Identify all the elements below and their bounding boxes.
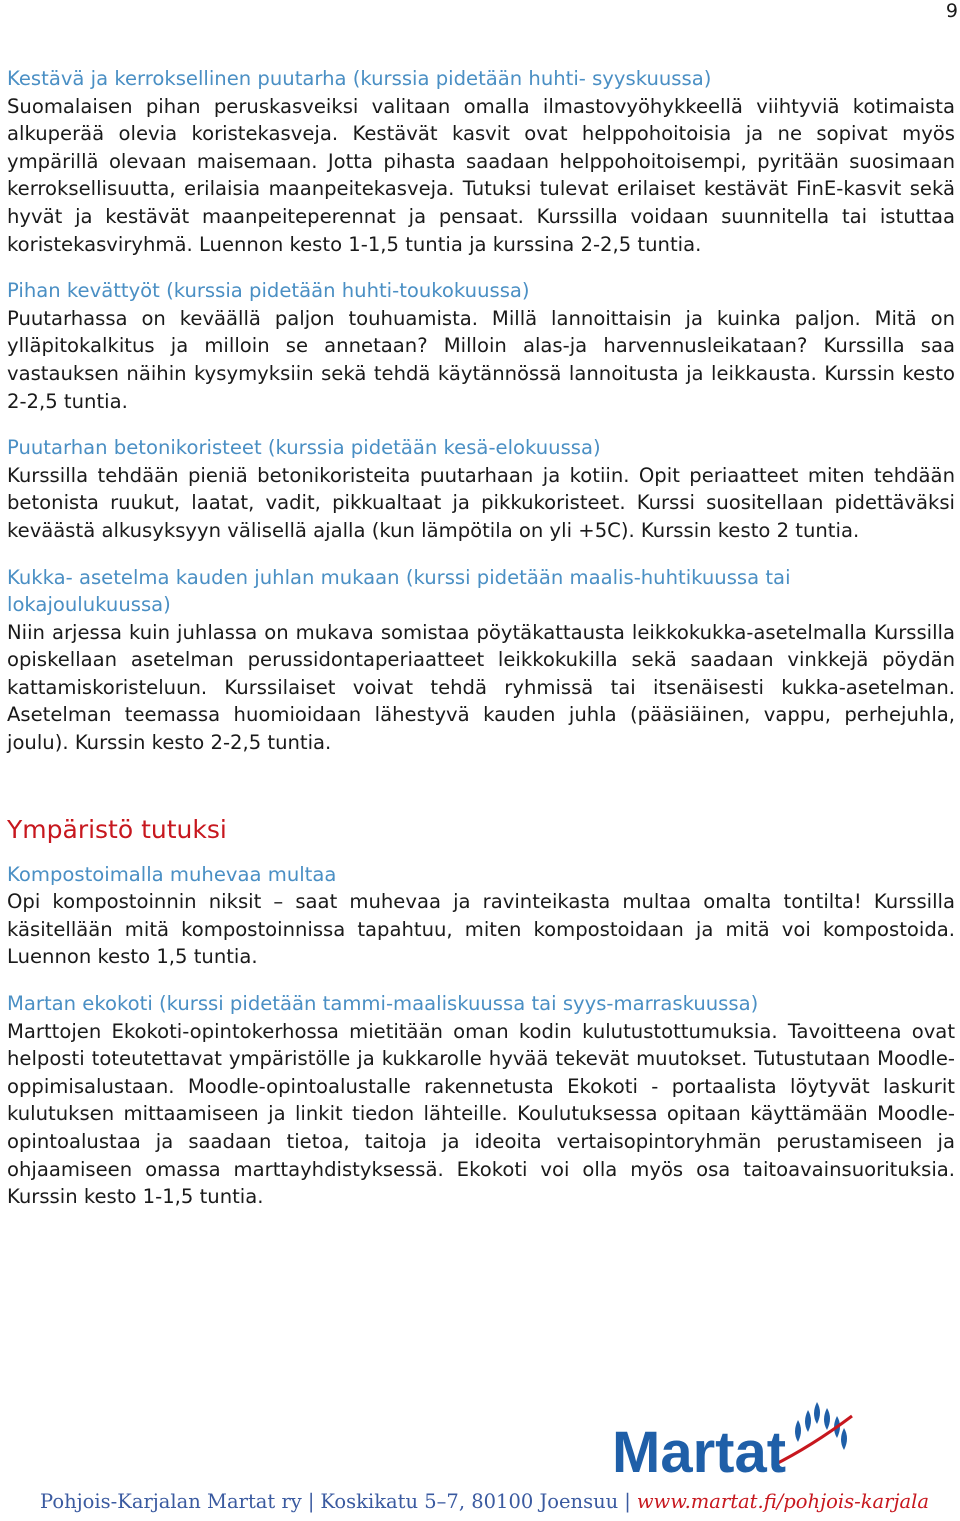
course-section xyxy=(7,990,955,1211)
course-description: Niin arjessa kuin juhlassa on mukava somistaa pöytäkattausta leikkokukka-asetelmalla Kurssilla opiskellaan asetelman perussidontaperiaatteet leikkokukilla sekä saadaan vinkkejä pöydän kattamiskoristeluun. Kurssilaiset voivat tehdä ryhmissä tai itsenäisesti kukka-asetelman. Asetelman teemassa huomioidaan lähestyvä kauden juhla (pääsiäinen, vappu, perhejuhla, joulu). Kurssin kesto 2-2,5 tuntia. xyxy=(7,620,955,755)
course-section xyxy=(7,65,955,258)
course-section xyxy=(7,861,955,971)
footer-organization: Pohjois-Karjalan Martat ry xyxy=(40,1490,302,1513)
course-heading: Pihan kevättyöt (kurssia pidetään huhti-toukokuussa) xyxy=(7,279,530,303)
course-section xyxy=(7,277,955,415)
course-heading: Kestävä ja kerroksellinen puutarha (kurssia pidetään huhti- syyskuussa) xyxy=(7,67,712,90)
course-heading: Kompostoimalla muhevaa multaa xyxy=(7,862,337,886)
page-number: 9 xyxy=(945,0,958,22)
course-heading: Puutarhan betonikoristeet (kurssia pidetään kesä-elokuussa) xyxy=(7,436,601,460)
course-description: Marttojen Ekokoti-opintokerhossa mietitään oman kodin kulutustottumuksia. Tavoitteena ovat helposti toteutettavat ympäristölle ja kukkarolle hyvää tekevät muutokset. Tutustutaan Moodle-oppimisalustaan. Moodle-opintoalustalle rakennetusta Ekokoti - portaalista löytyvät laskurit kulutuksen mittaamiseen ja linkit tiedon lähteille. Koulutuksessa opitaan käyttämään Moodle-opintoalustaa ja saadaan tietoa, taitoja ja ideoita vertaisopintoryhmän perustamiseen ja ohjaamiseen omassa marttayhdistyksessä. Ekokoti voi olla myös osa taitoavainsuorituksia. Kurssin kesto 1-1,5 tuntia. xyxy=(7,1019,955,1209)
logo-wordmark: Martat xyxy=(612,1420,787,1485)
course-heading: Kukka- asetelma kauden juhlan mukaan (kurssi pidetään maalis-huhtikuussa tai lokajoulukuussa) xyxy=(7,565,791,617)
category-heading: Ympäristö tutuksi xyxy=(7,814,227,844)
martat-logo xyxy=(612,1396,862,1488)
course-description: Kurssilla tehdään pieniä betonikoristeita puutarhaan ja kotiin. Opit periaatteet miten tehdään betonista ruukut, laatat, vadit, pikkualtaat ja pikkukoristeet. Kurssi suositellaan pidettäväksi keväästä alkusyksyyn välisellä ajalla (kun lämpötila on yli +5C). Kurssin kesto 2 tuntia. xyxy=(7,463,955,542)
course-description: Suomalaisen pihan peruskasveiksi valitaan omalla ilmastovyöhykkeellä viihtyviä kotimaista alkuperää olevia koristekasveja. Kestävät kasvit ovat helppohoitoisia ja ne sopivat myös ympärillä olevaan maisemaan. Jotta pihasta saadaan helppohoitoisempi, pyritään suosimaan kerroksellisuutta, erilaisia maanpeitekasveja. Tutuksi tulevat erilaiset kestävät FinE-kasvit sekä hyvät ja kestävät maanpeiteperennat ja pensaat. Kurssilla voidaan suunnitella tai istuttaa koristekasviryhmä. Luennon kesto 1-1,5 tuntia ja kurssina 2-2,5 tuntia. xyxy=(7,94,955,256)
footer-address: Koskikatu 5–7, 80100 Joensuu xyxy=(320,1490,619,1513)
course-section xyxy=(7,564,955,757)
footer-website-link[interactable]: www.martat.fi/pohjois-karjala xyxy=(636,1490,929,1513)
course-description: Opi kompostoinnin niksit – saat muhevaa ja ravinteikasta multaa omalta tontilta! Kurssilla käsitellään mitä kompostoinnissa tapahtuu, miten kompostoidaan ja mitä voi kompostoida. Luennon kesto 1,5 tuntia. xyxy=(7,890,955,969)
course-section xyxy=(7,434,955,544)
footer-contact: Pohjois-Karjalan Martat ry | Koskikatu 5–7, 80100 Joensuu | www.martat.fi/pohjois-karjala xyxy=(40,1490,929,1513)
course-description: Puutarhassa on keväällä paljon touhuamista. Millä lannoittaisin ja kuinka paljon. Mitä on ylläpitokalkitus ja milloin se annetaan? Milloin alas-ja harvennusleikataan? Kurssilla saa vastauksen näihin kysymyksiin sekä tehdä käytännössä lannoitusta ja leikkausta. Kurssin kesto 2-2,5 tuntia. xyxy=(7,306,955,413)
document-body xyxy=(7,65,955,1230)
course-heading: Martan ekokoti (kurssi pidetään tammi-maaliskuussa tai syys-marraskuussa) xyxy=(7,992,759,1016)
